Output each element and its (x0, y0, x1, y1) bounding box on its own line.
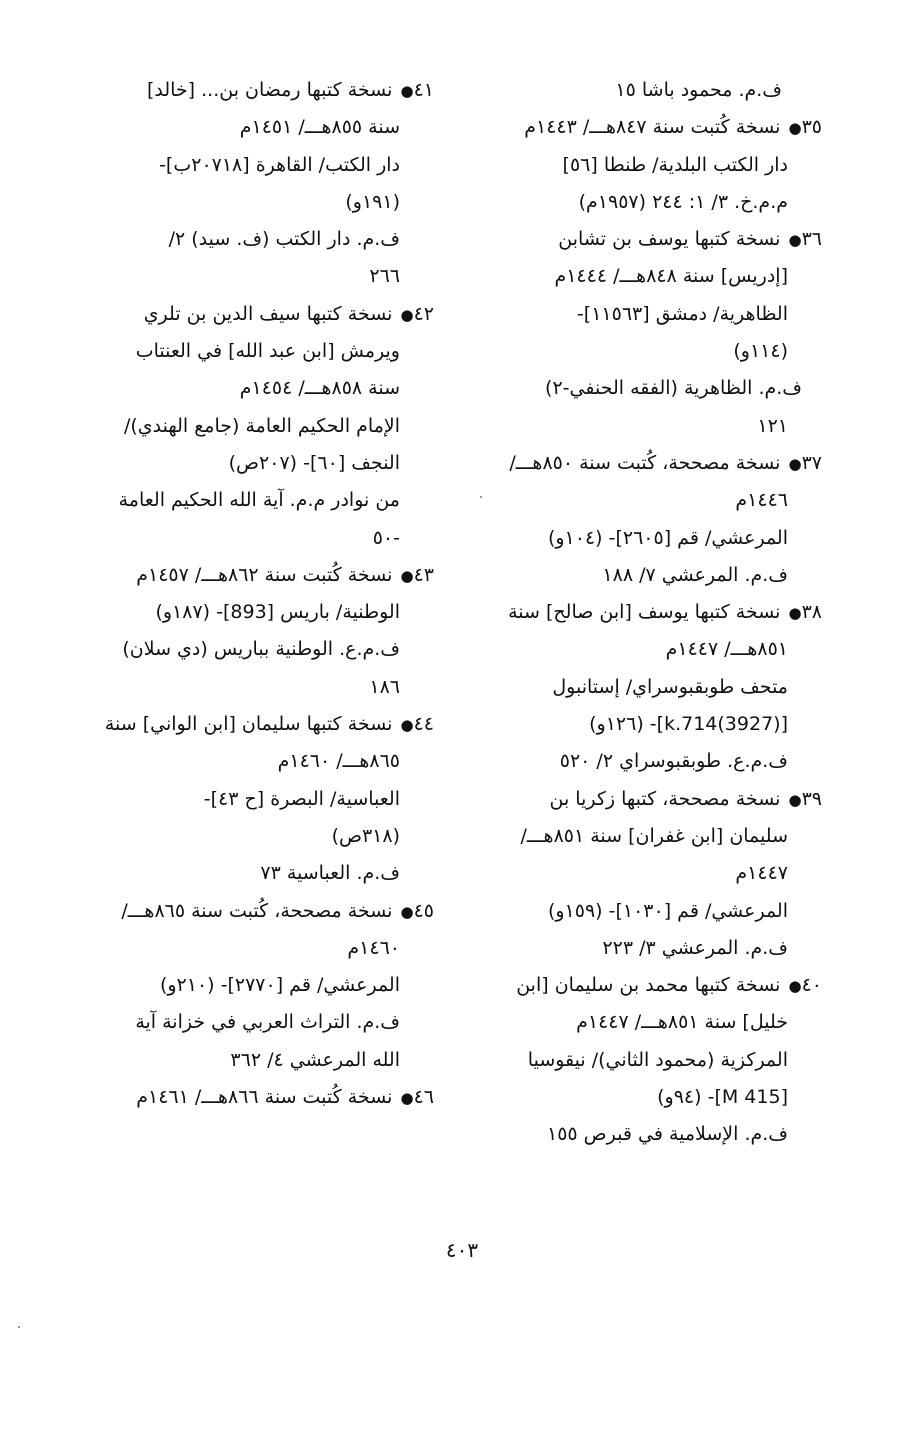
entry-38-line-5: ف.م.ع. طوبقبوسراي ٢/ ٥٢٠ (559, 750, 788, 773)
entry-36-line-1: نسخة كتبها يوسف بن تشابن (558, 228, 781, 251)
entry-40-line-4: [M 415]- (٩٤و) (657, 1086, 788, 1109)
page-number: ٤٠٣ (445, 1238, 479, 1262)
entry-37-line-4: ف.م. المرعشي ٧/ ١٨٨ (602, 563, 788, 586)
entry-43-line-2: الوطنية/ باريس [893]- (١٨٧و) (155, 601, 400, 624)
bullet-icon: ● (400, 1089, 414, 1108)
entry-38-line-3: متحف طوبقبوسراي/ إستانبول (552, 675, 788, 698)
entry-38-line-1: نسخة كتبها يوسف [ابن صالح] سنة (508, 601, 781, 624)
entry-39-number: ٣٩ (801, 787, 822, 810)
entry-37-line-3: المرعشي/ قم [٢٦٠٥]- (١٠٤و) (547, 526, 788, 549)
entry-35-number: ٣٥ (801, 116, 822, 139)
entry-35-line-1: نسخة كُتبت سنة ٨٤٧هـــ/ ١٤٤٣م (524, 116, 781, 139)
entry-37-line-1: نسخة مصححة، كُتبت سنة ٨٥٠هـــ/ (509, 451, 781, 474)
entry-45-line-5: الله المرعشي ٤/ ٣٦٢ (230, 1048, 400, 1071)
entry-40-line-3: المركزية (محمود الثاني)/ نيقوسيا (527, 1048, 788, 1071)
entry-40-line-1: نسخة كتبها محمد بن سليمان [ابن (516, 974, 781, 997)
entry-46-heading (88, 1079, 434, 1116)
bullet-icon: ● (788, 977, 802, 996)
entry-42-line-5: النجف [٦٠]- (٢٠٧ص) (228, 451, 400, 474)
scan-speck (18, 1326, 20, 1328)
entry-44-line-2: ٨٦٥هـــ/ ١٤٦٠م (277, 750, 400, 773)
entry-39-line-5: ف.م. المرعشي ٣/ ٢٢٣ (602, 936, 788, 959)
entry-45-line-4: ف.م. التراث العربي في خزانة آية (135, 1011, 400, 1034)
bullet-icon: ● (788, 790, 802, 809)
entry-37-heading (476, 445, 822, 482)
entry-44-heading (88, 706, 434, 743)
entry-41-line-2: سنة ٨٥٥هـــ/ ١٤٥١م (239, 116, 400, 139)
entry-41-line-3: دار الكتب/ القاهرة [٢٠٧١٨ب]- (159, 153, 400, 176)
entry-45-line-2: ١٤٦٠م (347, 936, 400, 959)
entry-38-line-4: [k.714(3927)]- (١٢٦و) (589, 713, 788, 736)
entry-40-heading (476, 967, 822, 1004)
bullet-icon: ● (788, 231, 802, 250)
bullet-icon: ● (788, 604, 802, 623)
entry-43-line-4: ١٨٦ (369, 675, 400, 698)
entry-36-line-2: [إدريس] سنة ٨٤٨هـــ/ ١٤٤٤م (554, 265, 788, 288)
entry-36-line-4: (١١٤و) (733, 340, 788, 363)
left-column (88, 72, 434, 1116)
entry-44-line-3: العباسية/ البصرة [ح ٤٣]- (203, 787, 400, 810)
entry-42-line-1: نسخة كتبها سيف الدين بن تلري (143, 302, 393, 325)
entry-39-line-1: نسخة مصححة، كتبها زكريا بن (549, 787, 781, 810)
entry-35-line-3: م.م.خ. ٣/ ١: ٢٤٤ (١٩٥٧م) (578, 190, 788, 213)
entry-41-number: ٤١ (413, 79, 434, 101)
entry-37-line-2: ١٤٤٦م (735, 489, 788, 512)
entry-36-number: ٣٦ (801, 228, 822, 251)
entry-40-line-2: خليل] سنة ٨٥١هـــ/ ١٤٤٧م (576, 1011, 788, 1034)
bullet-icon: ● (788, 454, 802, 473)
entry-42-line-4: الإمام الحكيم العامة (جامع الهندي)/ (123, 414, 400, 437)
entry-42-line-6: من نوادر م.م. آية الله الحكيم العامة (118, 489, 400, 512)
entry-39-heading (476, 781, 822, 818)
entry-40-line-5: ف.م. الإسلامية في قبرص ١٥٥ (547, 1123, 788, 1146)
entry-41-heading (88, 72, 434, 109)
entry-46-line-1: نسخة كُتبت سنة ٨٦٦هـــ/ ١٤٦١م (136, 1086, 393, 1109)
entry-43-line-1: نسخة كُتبت سنة ٨٦٢هـــ/ ١٤٥٧م (136, 563, 393, 586)
entry-35-line-2: دار الكتب البلدية/ طنطا [٥٦] (562, 153, 788, 176)
entry-42-line-7: -٥٠ (372, 526, 400, 549)
bullet-icon: ● (400, 82, 414, 100)
entry-44-line-1: نسخة كتبها سليمان [ابن الواني] سنة (104, 713, 393, 736)
entry-41-line-1: نسخة كتبها رمضان بن... [خالد] (146, 79, 393, 101)
entry-38-line-2: ٨٥١هـــ/ ١٤٤٧م (665, 638, 788, 661)
entry-41-line-6: ٢٦٦ (369, 265, 400, 288)
entry-36-line-5: ف.م. الظاهرية (الفقه الحنفي-٢) (545, 377, 802, 400)
entry-44-number: ٤٤ (413, 713, 434, 736)
bullet-icon: ● (400, 566, 414, 585)
entry-36-heading (476, 221, 822, 258)
entry-43-number: ٤٣ (413, 563, 434, 586)
entry-45-line-3: المرعشي/ قم [٢٧٧٠]- (٢١٠و) (159, 974, 400, 997)
bullet-icon: ● (400, 716, 414, 735)
entry-42-line-3: سنة ٨٥٨هـــ/ ١٤٥٤م (239, 377, 400, 400)
entry-42-number: ٤٢ (413, 302, 434, 325)
entry-46-number: ٤٦ (413, 1086, 434, 1109)
continued-reference-line: ف.م. محمود باشا ١٥ (615, 79, 782, 101)
entry-36-line-3: الظاهرية/ دمشق [١١٥٦٣]- (576, 302, 788, 325)
entry-45-number: ٤٥ (413, 899, 434, 922)
entry-42-line-2: ويرمش [ابن عبد الله] في العنتاب (135, 340, 400, 363)
entry-36-line-6: ١٢١ (757, 414, 788, 437)
bullet-icon: ● (400, 305, 414, 324)
entry-43-line-3: ف.م.ع. الوطنية بباريس (دي سلان) (122, 638, 400, 661)
entry-39-line-3: ١٤٤٧م (735, 862, 788, 885)
entry-40-number: ٤٠ (801, 974, 822, 997)
entry-38-number: ٣٨ (801, 601, 822, 624)
bullet-icon: ● (788, 119, 802, 138)
entry-44-line-4: (٣١٨ص) (331, 824, 400, 847)
entry-39-line-2: سليمان [ابن غفران] سنة ٨٥١هـــ/ (520, 824, 788, 847)
entry-35-heading (476, 109, 822, 146)
bullet-icon: ● (400, 902, 414, 921)
entry-43-heading (88, 557, 434, 594)
entry-41-line-5: ف.م. دار الكتب (ف. سيد) ٢/ (168, 228, 400, 251)
entry-44-line-5: ف.م. العباسية ٧٣ (260, 862, 400, 885)
entry-38-heading (476, 594, 822, 631)
entry-39-line-4: المرعشي/ قم [١٠٣٠]- (١٥٩و) (547, 899, 788, 922)
entry-45-line-1: نسخة مصححة، كُتبت سنة ٨٦٥هـــ/ (121, 899, 393, 922)
scan-speck (480, 496, 482, 498)
entry-42-heading (88, 296, 434, 333)
entry-45-heading (88, 893, 434, 930)
entry-41-line-4: (١٩١و) (345, 190, 400, 213)
right-column (476, 72, 822, 1154)
entry-37-number: ٣٧ (801, 451, 822, 474)
